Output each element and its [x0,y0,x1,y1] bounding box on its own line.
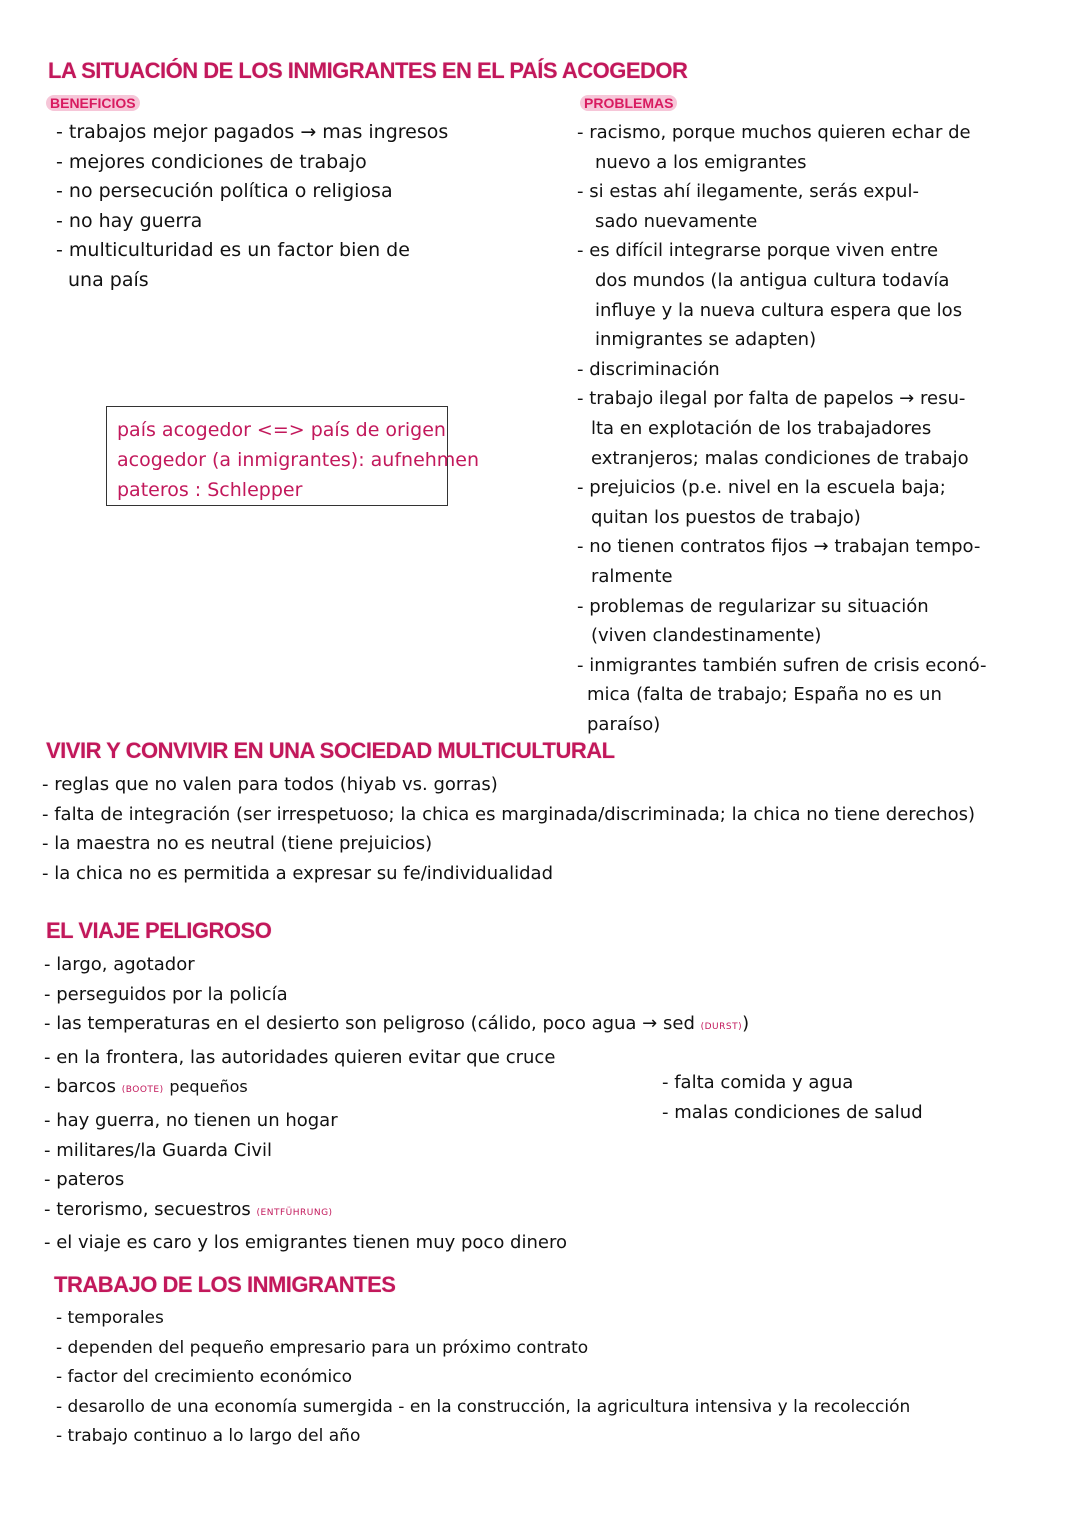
beneficios-list [56,118,448,296]
list-item: (viven clandestinamente) [591,625,822,647]
list-item: - desarollo de una economía sumergida - en la construcción, la agricultura intensiva y la recolección [56,1396,911,1417]
list-item: - el viaje es caro y los emigrantes tienen muy poco dinero [44,1232,567,1254]
list-item: - la maestra no es neutral (tiene prejuicios) [42,833,433,855]
list-item-tail: pequeños [169,1077,248,1097]
vocabulary-note-box [106,406,480,506]
list-item: - temporales [56,1308,164,1328]
list-item: - falta de integración (ser irrespetuoso; la chica es marginada/discriminada; la chica no tiene derechos) [42,803,976,825]
list-item: dos mundos (la antigua cultura todavía [595,269,950,291]
list-item: - multiculturidad es un factor bien de [56,239,410,262]
list-item: - prejuicios (p.e. nivel en la escuela baja; [577,477,946,499]
section-title-trabajo: TRABAJO DE LOS INMIGRANTES [54,1272,396,1297]
list-item: inmigrantes se adapten) [595,329,817,351]
list-item: - reglas que no valen para todos (hiyab vs. gorras) [42,774,498,795]
note-line: acogedor (a inmigrantes): aufnehmen [117,449,480,471]
translation-note: (DURST) [700,1022,743,1033]
list-item: - en la frontera, las autoridades quieren evitar que cruce [44,1046,556,1068]
section-title-convivir: VIVIR Y CONVIVIR EN UNA SOCIEDAD MULTICULTURAL [46,738,615,763]
list-item [44,1009,749,1043]
list-item: - mejores condiciones de trabajo [56,150,367,173]
list-item-text: - terorismo, secuestros [44,1198,251,1220]
list-item: - falta comida y agua [662,1072,854,1093]
list-item: - largo, agotador [44,954,195,975]
list-item: - no hay guerra [56,209,203,232]
translation-note: (BOOTE) [121,1085,164,1096]
note-line: pateros : Schlepper [117,479,303,501]
viaje-right-list [662,1068,923,1127]
list-item: - no tienen contratos fijos → trabajan tempo- [577,536,981,558]
convivir-list [42,770,975,888]
list-item: - pateros [44,1169,125,1191]
list-item: quitan los puestos de trabajo) [591,506,861,528]
trabajo-list [56,1304,910,1452]
list-item: - problemas de regularizar su situación [577,595,929,617]
section-title-viaje: EL VIAJE PELIGROSO [46,918,272,943]
list-item: - es difícil integrarse porque viven entre [577,240,939,262]
list-item-text: - barcos [44,1076,116,1098]
list-item: ralmente [591,565,673,587]
list-item: sado nuevamente [595,210,758,232]
list-item: paraíso) [587,713,661,735]
viaje-list [44,950,749,1258]
list-item: mica (falta de trabajo; España no es un [587,684,942,706]
problemas-label: PROBLEMAS [580,95,677,111]
list-item: - factor del crecimiento económico [56,1367,353,1388]
list-item: influye y la nueva cultura espera que los [595,299,963,321]
list-item [44,1072,749,1106]
list-item: - hay guerra, no tienen un hogar [44,1109,338,1131]
list-item: nuevo a los emigrantes [595,151,807,173]
list-item: una país [68,268,149,291]
list-item: - no persecución política o religiosa [56,180,393,203]
list-item: - racismo, porque muchos quieren echar de [577,122,971,143]
list-item: - malas condiciones de salud [662,1101,923,1123]
list-item: - trabajos mejor pagados → mas ingresos [56,121,449,143]
list-item: - discriminación [577,358,720,380]
note-line: país acogedor <=> país de origen [117,419,446,441]
list-item: - inmigrantes también sufren de crisis econó- [577,654,987,676]
translation-note: (ENTFÜHRUNG) [256,1207,333,1218]
list-item: - militares/la Guarda Civil [44,1139,272,1161]
list-item: - si estas ahí ilegamente, serás expul- [577,181,919,203]
list-item-text: - las temperaturas en el desierto son peligroso (cálido, poco agua → sed [44,1013,695,1035]
list-item: lta en explotación de los trabajadores [591,417,932,439]
list-item [44,1195,749,1229]
problemas-list [577,118,986,739]
section-title-situacion: LA SITUACIÓN DE LOS INMIGRANTES EN EL PAÍS ACOGEDOR [48,58,688,83]
list-item: - perseguidos por la policía [44,983,288,1005]
list-item-close: ) [742,1013,750,1035]
list-item: - dependen del pequeño empresario para un próximo contrato [56,1337,589,1358]
list-item: extranjeros; malas condiciones de trabajo [591,447,969,469]
list-item: - la chica no es permitida a expresar su fe/individualidad [42,862,554,884]
list-item: - trabajo continuo a lo largo del año [56,1426,361,1447]
beneficios-label: BENEFICIOS [46,95,140,111]
list-item: - trabajo ilegal por falta de papelos → resu- [577,388,966,410]
